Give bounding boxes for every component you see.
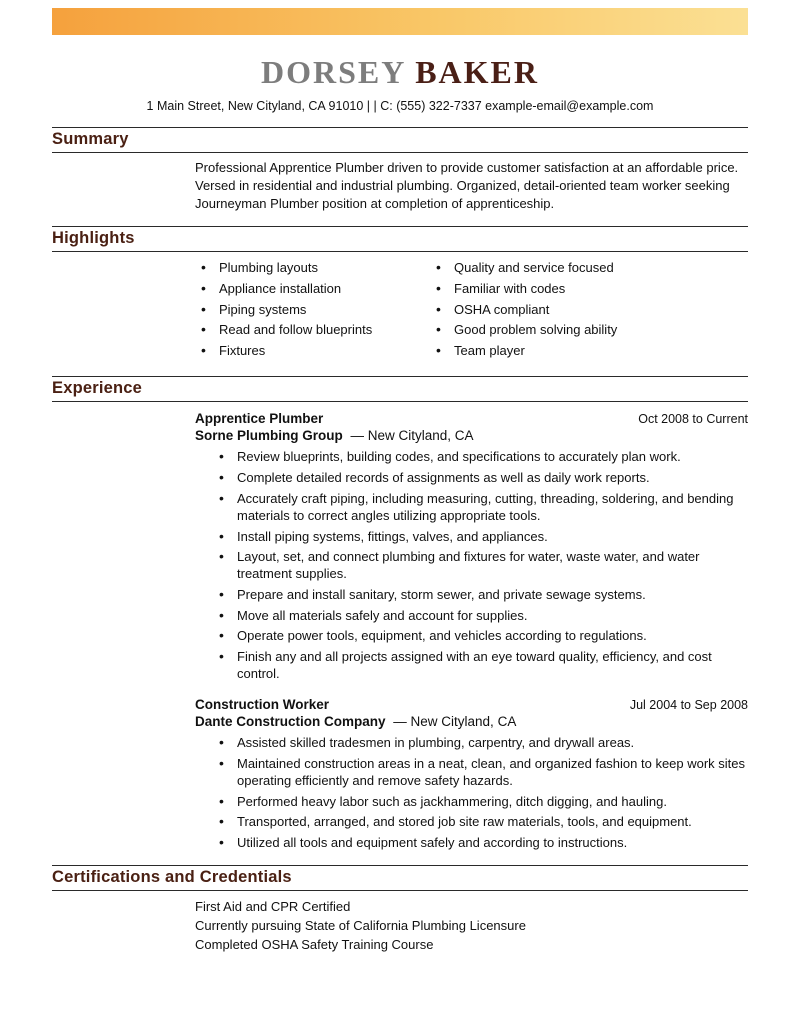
job-bullet: • Assisted skilled tradesmen in plumbing, carpentry, and drywall areas.	[195, 734, 748, 751]
job-bullet: • Complete detailed records of assignments as well as daily work reports.	[195, 469, 748, 486]
highlights-left-list	[195, 259, 430, 362]
job-location: — New Cityland, CA	[350, 428, 474, 444]
section-summary	[52, 127, 748, 212]
job-header	[195, 411, 748, 426]
job-entry	[195, 697, 748, 851]
resume-header	[52, 55, 748, 113]
job-bullet: • Utilized all tools and equipment safely and according to instructions.	[195, 834, 748, 851]
certification-item: Completed OSHA Safety Training Course	[195, 936, 434, 952]
job-title: Apprentice Plumber	[195, 411, 324, 427]
job-bullet: • Performed heavy labor such as jackhammering, ditch digging, and hauling.	[195, 793, 748, 810]
section-certifications	[52, 865, 748, 955]
job-bullet-list	[195, 448, 748, 682]
summary-body	[195, 159, 748, 212]
job-bullet: • Review blueprints, building codes, and specifications to accurately plan work.	[195, 448, 748, 465]
accent-bar	[52, 8, 748, 35]
certification-item: Currently pursuing State of California Plumbing Licensure	[195, 918, 526, 934]
highlight-item: • OSHA compliant	[430, 301, 748, 318]
candidate-name	[52, 55, 748, 90]
job-bullet: • Install piping systems, fittings, valves, and appliances.	[195, 528, 748, 545]
highlight-item: • Read and follow blueprints	[195, 321, 430, 338]
job-bullet: • Operate power tools, equipment, and vehicles according to regulations.	[195, 627, 748, 644]
job-bullet-list	[195, 734, 748, 851]
job-bullet: • Accurately craft piping, including measuring, cutting, threading, soldering, and bending materials to correct angles utilizing appropriate tools.	[195, 490, 748, 524]
highlight-item: • Good problem solving ability	[430, 321, 748, 338]
job-title: Construction Worker	[195, 697, 330, 713]
candidate-last-name: BAKER	[415, 54, 539, 90]
job-entry	[195, 411, 748, 682]
job-bullet: • Maintained construction areas in a neat, clean, and organized fashion to keep work sites operating efficiently and remove safety hazards.	[195, 755, 748, 789]
highlight-item: • Familiar with codes	[430, 280, 748, 297]
section-rule-bottom	[52, 152, 748, 153]
job-location: — New Cityland, CA	[393, 714, 517, 730]
experience-title: Experience	[52, 379, 143, 398]
section-rule-bottom	[52, 401, 748, 402]
highlights-body	[195, 259, 748, 362]
highlight-item: • Fixtures	[195, 342, 430, 359]
section-rule-bottom	[52, 890, 748, 891]
highlight-item: • Plumbing layouts	[195, 259, 430, 276]
experience-body	[195, 411, 748, 851]
job-company-line	[195, 428, 748, 443]
certifications-body	[195, 898, 748, 955]
job-bullet: • Prepare and install sanitary, storm sewer, and private sewage systems.	[195, 586, 748, 603]
certifications-title: Certifications and Credentials	[52, 868, 292, 887]
candidate-first-name: DORSEY	[261, 54, 406, 90]
job-dates: Oct 2008 to Current	[638, 412, 748, 427]
certification-item: First Aid and CPR Certified	[195, 899, 351, 915]
job-company: Dante Construction Company	[195, 714, 386, 730]
summary-title: Summary	[52, 130, 129, 149]
job-bullet: • Transported, arranged, and stored job site raw materials, tools, and equipment.	[195, 813, 748, 830]
summary-text: Professional Apprentice Plumber driven to provide customer satisfaction at an affordable price. Versed in residential and industrial plumbing. Organized, detail-oriented team worker seeking Journeyman Plumber position at completion of apprenticeship.	[195, 160, 739, 211]
highlight-item: • Team player	[430, 342, 748, 359]
job-dates: Jul 2004 to Sep 2008	[629, 698, 748, 713]
job-bullet: • Move all materials safely and account for supplies.	[195, 607, 748, 624]
section-rule-bottom	[52, 251, 748, 252]
highlights-right-list	[430, 259, 748, 362]
section-highlights	[52, 226, 748, 362]
section-experience	[52, 376, 748, 851]
highlight-item: • Piping systems	[195, 301, 430, 318]
job-header	[195, 697, 748, 712]
job-company: Sorne Plumbing Group	[195, 428, 343, 444]
highlights-title: Highlights	[52, 229, 135, 248]
highlight-item: • Quality and service focused	[430, 259, 748, 276]
job-bullet: • Finish any and all projects assigned with an eye toward quality, efficiency, and cost control.	[195, 648, 748, 682]
job-bullet: • Layout, set, and connect plumbing and fixtures for water, waste water, and water treatment supplies.	[195, 548, 748, 582]
highlight-item: • Appliance installation	[195, 280, 430, 297]
highlights-columns	[195, 259, 748, 362]
contact-info: 1 Main Street, New Cityland, CA 91010 | | C: (555) 322-7337 example-email@example.com	[146, 99, 654, 114]
job-company-line	[195, 714, 748, 729]
